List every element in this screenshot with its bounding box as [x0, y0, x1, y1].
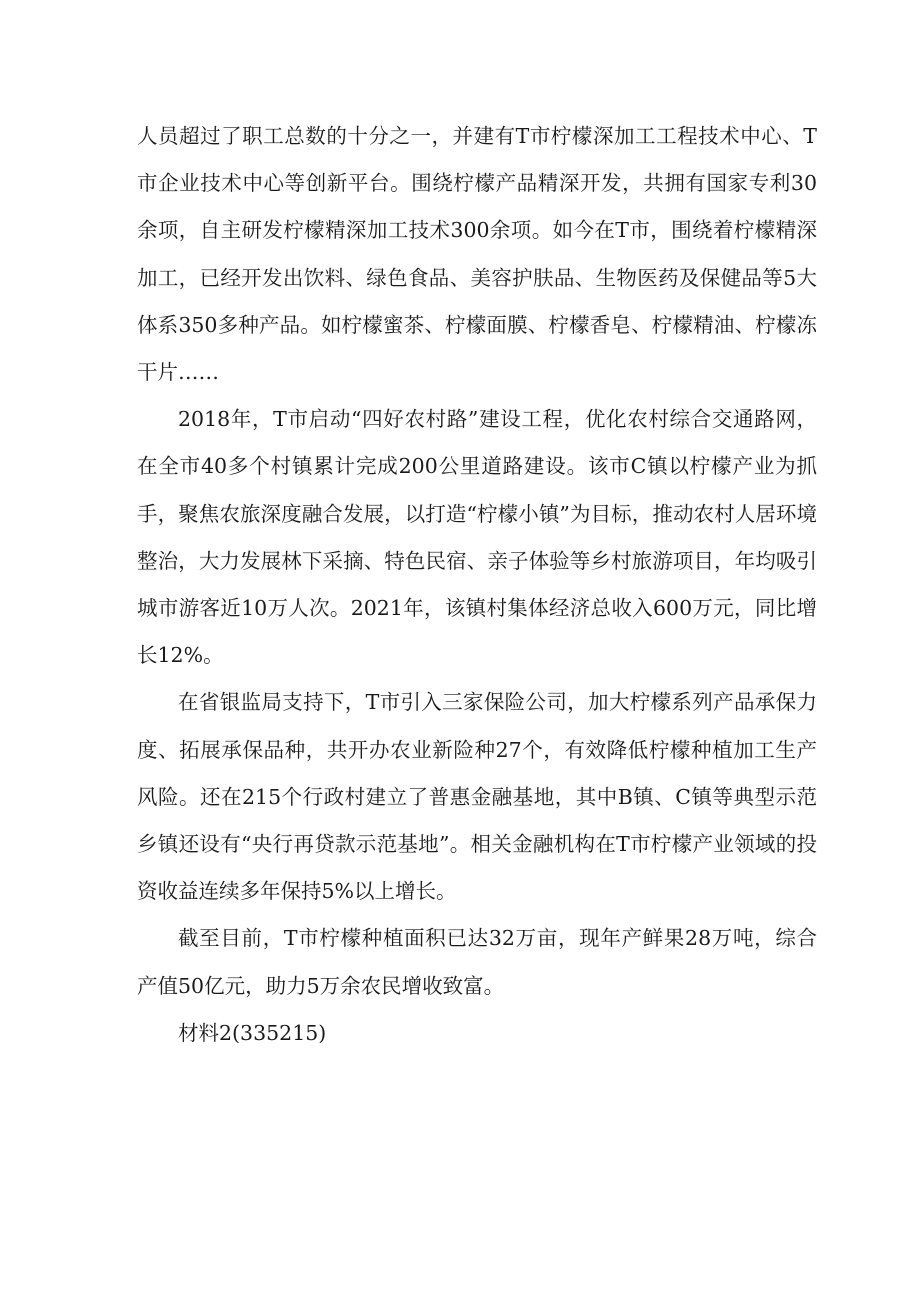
paragraph-talent-and-products: 人员超过了职工总数的十分之一，并建有T市柠檬深加工工程技术中心、T市企业技术中心等创新平台。围绕柠檬产品精深开发，共拥有国家专利30余项，自主研发柠檬精深加工技术300余项。如今在T市，围绕着柠檬精深加工，已经开发出饮料、绿色食品、美容护肤品、生物医药及保健品等5大体系350多种产品。如柠檬蜜茶、柠檬面膜、柠檬香皂、柠檬精油、柠檬冻干片…… [137, 124, 817, 385]
material-heading: 材料2(335215) [178, 1020, 327, 1045]
document-page [137, 113, 817, 1057]
paragraph-rural-roads-tourism: 2018年，T市启动“四好农村路”建设工程，优化农村综合交通路网，在全市40多个村镇累计完成200公里道路建设。该市C镇以柠檬产业为抓手，聚焦农旅深度融合发展，以打造“柠檬小镇”为目标，推动农村人居环境整治，大力发展林下采摘、特色民宿、亲子体验等乡村旅游项目，年均吸引城市游客近10万人次。2021年，该镇村集体经济总收入600万元，同比增长12%。 [137, 407, 817, 668]
paragraph-insurance-finance: 在省银监局支持下，T市引入三家保险公司，加大柠檬系列产品承保力度、拓展承保品种，共开办农业新险种27个，有效降低柠檬种植加工生产风险。还在215个行政村建立了普惠金融基地，其中B镇、C镇等典型示范乡镇还设有“央行再贷款示范基地”。相关金融机构在T市柠檬产业领域的投资收益连续多年保持5%以上增长。 [137, 690, 817, 904]
paragraph-planting-summary: 截至目前，T市柠檬种植面积已达32万亩，现年产鲜果28万吨，综合产值50亿元，助力5万余农民增收致富。 [137, 926, 817, 998]
